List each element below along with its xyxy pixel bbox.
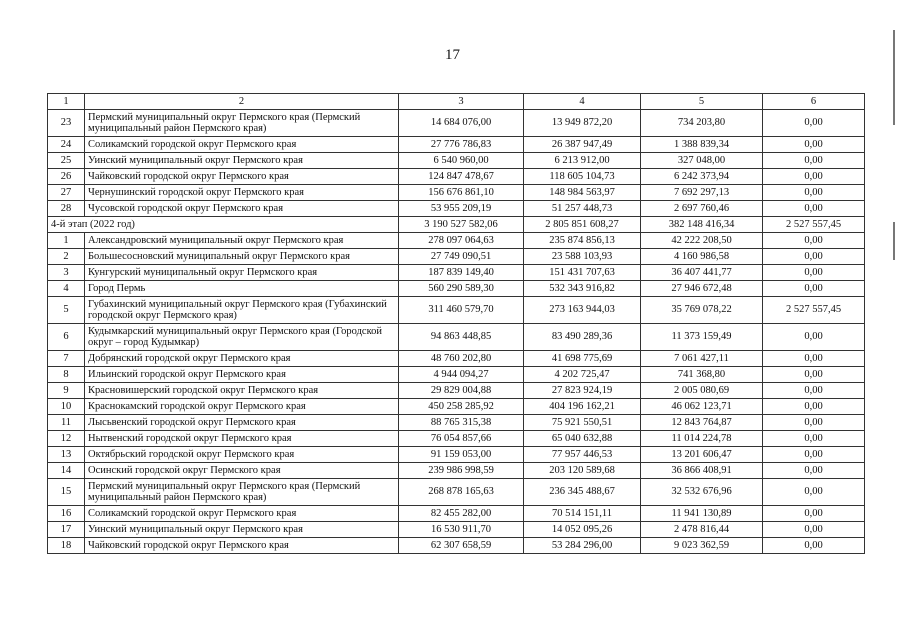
value-col4-cell: 53 284 296,00 (524, 538, 641, 554)
value-col3-cell: 16 530 911,70 (399, 522, 524, 538)
value-col3-cell: 53 955 209,19 (399, 201, 524, 217)
table-row (48, 201, 865, 217)
value-col4-cell: 6 213 912,00 (524, 153, 641, 169)
municipality-name-cell: Уинский муниципальный округ Пермского края (85, 153, 399, 169)
value-col4-cell: 27 823 924,19 (524, 383, 641, 399)
table-row (48, 233, 865, 249)
value-col6-cell: 0,00 (763, 281, 865, 297)
municipality-name-cell: Кунгурский муниципальный округ Пермского края (85, 265, 399, 281)
value-col3-cell: 560 290 589,30 (399, 281, 524, 297)
value-col4-cell: 118 605 104,73 (524, 169, 641, 185)
value-col4-cell: 236 345 488,67 (524, 479, 641, 506)
value-col3-cell: 187 839 149,40 (399, 265, 524, 281)
table-row (48, 367, 865, 383)
value-col3-cell: 94 863 448,85 (399, 324, 524, 351)
row-number-cell: 17 (48, 522, 85, 538)
value-col3-cell: 4 944 094,27 (399, 367, 524, 383)
row-number-cell: 26 (48, 169, 85, 185)
value-col4-cell: 23 588 103,93 (524, 249, 641, 265)
value-col4-cell: 77 957 446,53 (524, 447, 641, 463)
value-col3-cell: 278 097 064,63 (399, 233, 524, 249)
column-number-cell: 4 (524, 94, 641, 110)
value-col3-cell: 156 676 861,10 (399, 185, 524, 201)
table-row (48, 351, 865, 367)
row-number-cell: 14 (48, 463, 85, 479)
value-col3-cell: 14 684 076,00 (399, 110, 524, 137)
table-row (48, 297, 865, 324)
row-number-cell: 24 (48, 137, 85, 153)
value-col3-cell: 311 460 579,70 (399, 297, 524, 324)
value-col6-cell: 0,00 (763, 265, 865, 281)
row-number-cell: 12 (48, 431, 85, 447)
value-col5-cell: 327 048,00 (641, 153, 763, 169)
value-col5-cell: 13 201 606,47 (641, 447, 763, 463)
value-col4-cell: 148 984 563,97 (524, 185, 641, 201)
value-col4-cell: 26 387 947,49 (524, 137, 641, 153)
municipality-name-cell: Октябрьский городской округ Пермского края (85, 447, 399, 463)
value-col4-cell: 404 196 162,21 (524, 399, 641, 415)
table-row (48, 249, 865, 265)
value-col5-cell: 9 023 362,59 (641, 538, 763, 554)
table-row (48, 281, 865, 297)
value-col4-cell: 75 921 550,51 (524, 415, 641, 431)
row-number-cell: 27 (48, 185, 85, 201)
value-col6-cell: 0,00 (763, 351, 865, 367)
municipality-name-cell: Чусовской городской округ Пермского края (85, 201, 399, 217)
table-row (48, 538, 865, 554)
value-col5-cell: 7 061 427,11 (641, 351, 763, 367)
scan-margin-mark (893, 30, 895, 125)
value-col6-cell: 0,00 (763, 324, 865, 351)
row-number-cell: 18 (48, 538, 85, 554)
value-col5-cell: 2 478 816,44 (641, 522, 763, 538)
municipality-name-cell: Соликамский городской округ Пермского края (85, 506, 399, 522)
value-col6-cell: 0,00 (763, 383, 865, 399)
municipality-name-cell: Краснокамский городской округ Пермского края (85, 399, 399, 415)
table-row (48, 399, 865, 415)
municipality-name-cell: Губахинский муниципальный округ Пермского края (Губахинский городской округ Пермского края) (85, 297, 399, 324)
value-col6-cell: 0,00 (763, 522, 865, 538)
row-number-cell: 4 (48, 281, 85, 297)
value-col6-cell: 0,00 (763, 169, 865, 185)
row-number-cell: 1 (48, 233, 85, 249)
value-col3-cell: 239 986 998,59 (399, 463, 524, 479)
value-col4-cell: 65 040 632,88 (524, 431, 641, 447)
value-col3-cell: 3 190 527 582,06 (399, 217, 524, 233)
table-row (48, 479, 865, 506)
row-number-cell: 25 (48, 153, 85, 169)
page-number: 17 (445, 47, 460, 63)
municipality-name-cell: Соликамский городской округ Пермского края (85, 137, 399, 153)
value-col5-cell: 7 692 297,13 (641, 185, 763, 201)
value-col6-cell: 0,00 (763, 153, 865, 169)
row-number-cell: 13 (48, 447, 85, 463)
value-col3-cell: 91 159 053,00 (399, 447, 524, 463)
municipality-name-cell: Город Пермь (85, 281, 399, 297)
value-col4-cell: 532 343 916,82 (524, 281, 641, 297)
value-col4-cell: 41 698 775,69 (524, 351, 641, 367)
table-row (48, 137, 865, 153)
value-col5-cell: 27 946 672,48 (641, 281, 763, 297)
value-col5-cell: 11 941 130,89 (641, 506, 763, 522)
row-number-cell: 10 (48, 399, 85, 415)
row-number-cell: 15 (48, 479, 85, 506)
value-col4-cell: 4 202 725,47 (524, 367, 641, 383)
table-row (48, 447, 865, 463)
value-col6-cell: 0,00 (763, 506, 865, 522)
value-col4-cell: 2 805 851 608,27 (524, 217, 641, 233)
value-col3-cell: 48 760 202,80 (399, 351, 524, 367)
value-col3-cell: 88 765 315,38 (399, 415, 524, 431)
municipality-name-cell: Большесосновский муниципальный округ Пермского края (85, 249, 399, 265)
municipality-name-cell: Ильинский городской округ Пермского края (85, 367, 399, 383)
row-number-cell: 6 (48, 324, 85, 351)
value-col3-cell: 29 829 004,88 (399, 383, 524, 399)
value-col3-cell: 76 054 857,66 (399, 431, 524, 447)
value-col5-cell: 32 532 676,96 (641, 479, 763, 506)
value-col5-cell: 734 203,80 (641, 110, 763, 137)
value-col6-cell: 0,00 (763, 201, 865, 217)
table-row (48, 522, 865, 538)
table-row (48, 110, 865, 137)
municipality-name-cell: Пермский муниципальный округ Пермского края (Пермский муниципальный район Пермского края) (85, 479, 399, 506)
stage-label-cell: 4-й этап (2022 год) (48, 217, 399, 233)
row-number-cell: 11 (48, 415, 85, 431)
value-col3-cell: 27 776 786,83 (399, 137, 524, 153)
municipality-name-cell: Красновишерский городской округ Пермского края (85, 383, 399, 399)
value-col6-cell: 0,00 (763, 249, 865, 265)
table-body (48, 94, 865, 554)
value-col6-cell: 0,00 (763, 538, 865, 554)
value-col5-cell: 35 769 078,22 (641, 297, 763, 324)
value-col6-cell: 0,00 (763, 463, 865, 479)
column-number-cell: 6 (763, 94, 865, 110)
value-col6-cell: 0,00 (763, 415, 865, 431)
municipality-name-cell: Пермский муниципальный округ Пермского края (Пермский муниципальный район Пермского края) (85, 110, 399, 137)
municipality-name-cell: Лысьвенский городской округ Пермского края (85, 415, 399, 431)
value-col6-cell: 0,00 (763, 399, 865, 415)
value-col3-cell: 6 540 960,00 (399, 153, 524, 169)
value-col5-cell: 36 866 408,91 (641, 463, 763, 479)
table-row (48, 415, 865, 431)
value-col5-cell: 6 242 373,94 (641, 169, 763, 185)
value-col5-cell: 36 407 441,77 (641, 265, 763, 281)
value-col4-cell: 51 257 448,73 (524, 201, 641, 217)
municipality-name-cell: Чайковский городской округ Пермского края (85, 538, 399, 554)
value-col5-cell: 11 014 224,78 (641, 431, 763, 447)
value-col4-cell: 70 514 151,11 (524, 506, 641, 522)
row-number-cell: 23 (48, 110, 85, 137)
row-number-cell: 5 (48, 297, 85, 324)
table-row (48, 169, 865, 185)
municipality-name-cell: Добрянский городской округ Пермского края (85, 351, 399, 367)
value-col5-cell: 2 005 080,69 (641, 383, 763, 399)
value-col6-cell: 0,00 (763, 431, 865, 447)
row-number-cell: 28 (48, 201, 85, 217)
value-col5-cell: 1 388 839,34 (641, 137, 763, 153)
value-col3-cell: 27 749 090,51 (399, 249, 524, 265)
value-col5-cell: 11 373 159,49 (641, 324, 763, 351)
column-number-row (48, 94, 865, 110)
value-col5-cell: 4 160 986,58 (641, 249, 763, 265)
value-col4-cell: 235 874 856,13 (524, 233, 641, 249)
municipality-name-cell: Уинский муниципальный округ Пермского края (85, 522, 399, 538)
value-col6-cell: 0,00 (763, 185, 865, 201)
value-col6-cell: 2 527 557,45 (763, 217, 865, 233)
table-row (48, 463, 865, 479)
value-col4-cell: 203 120 589,68 (524, 463, 641, 479)
table-row (48, 153, 865, 169)
value-col5-cell: 741 368,80 (641, 367, 763, 383)
table-row (48, 383, 865, 399)
table-row (48, 265, 865, 281)
value-col3-cell: 82 455 282,00 (399, 506, 524, 522)
row-number-cell: 8 (48, 367, 85, 383)
value-col6-cell: 0,00 (763, 479, 865, 506)
value-col6-cell: 0,00 (763, 447, 865, 463)
column-number-cell: 5 (641, 94, 763, 110)
table-row (48, 324, 865, 351)
value-col5-cell: 12 843 764,87 (641, 415, 763, 431)
scan-margin-mark (893, 222, 895, 260)
municipality-name-cell: Кудымкарский муниципальный округ Пермского края (Городской округ – город Кудымкар) (85, 324, 399, 351)
row-number-cell: 2 (48, 249, 85, 265)
row-number-cell: 3 (48, 265, 85, 281)
value-col4-cell: 13 949 872,20 (524, 110, 641, 137)
column-number-cell: 2 (85, 94, 399, 110)
row-number-cell: 7 (48, 351, 85, 367)
value-col3-cell: 124 847 478,67 (399, 169, 524, 185)
allocation-table (47, 93, 865, 554)
value-col5-cell: 46 062 123,71 (641, 399, 763, 415)
municipality-name-cell: Осинский городской округ Пермского края (85, 463, 399, 479)
value-col6-cell: 0,00 (763, 367, 865, 383)
value-col4-cell: 14 052 095,26 (524, 522, 641, 538)
municipality-name-cell: Чернушинский городской округ Пермского края (85, 185, 399, 201)
stage-row (48, 217, 865, 233)
value-col4-cell: 273 163 944,03 (524, 297, 641, 324)
value-col4-cell: 151 431 707,63 (524, 265, 641, 281)
value-col3-cell: 268 878 165,63 (399, 479, 524, 506)
row-number-cell: 9 (48, 383, 85, 399)
municipality-name-cell: Александровский муниципальный округ Пермского края (85, 233, 399, 249)
value-col5-cell: 2 697 760,46 (641, 201, 763, 217)
value-col6-cell: 0,00 (763, 110, 865, 137)
value-col3-cell: 450 258 285,92 (399, 399, 524, 415)
table-row (48, 506, 865, 522)
value-col6-cell: 2 527 557,45 (763, 297, 865, 324)
column-number-cell: 1 (48, 94, 85, 110)
column-number-cell: 3 (399, 94, 524, 110)
row-number-cell: 16 (48, 506, 85, 522)
municipality-name-cell: Нытвенский городской округ Пермского края (85, 431, 399, 447)
value-col4-cell: 83 490 289,36 (524, 324, 641, 351)
value-col6-cell: 0,00 (763, 137, 865, 153)
table-row (48, 431, 865, 447)
value-col5-cell: 382 148 416,34 (641, 217, 763, 233)
table-row (48, 185, 865, 201)
value-col6-cell: 0,00 (763, 233, 865, 249)
municipality-name-cell: Чайковский городской округ Пермского края (85, 169, 399, 185)
value-col3-cell: 62 307 658,59 (399, 538, 524, 554)
value-col5-cell: 42 222 208,50 (641, 233, 763, 249)
